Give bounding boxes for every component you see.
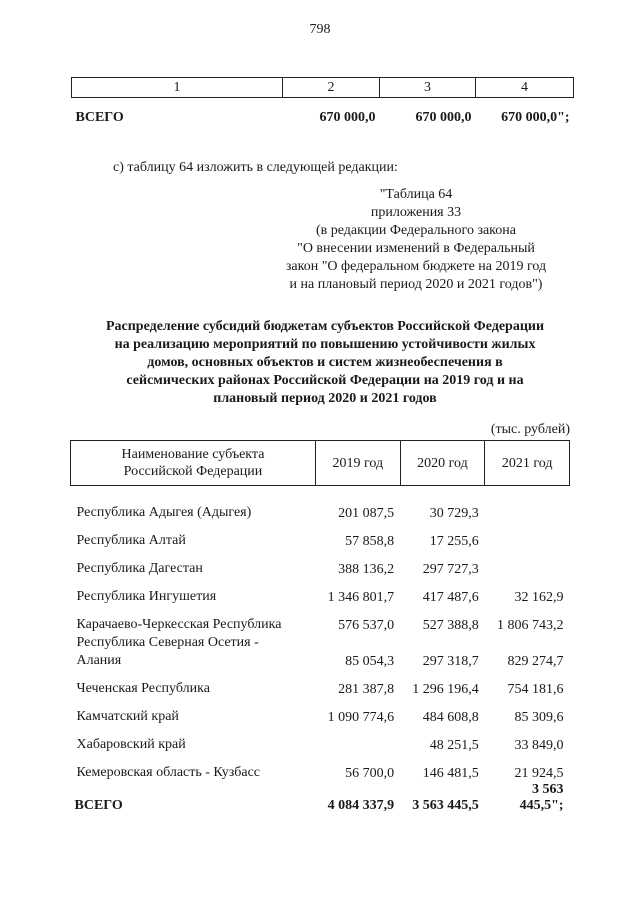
region-name: Республика Дагестан: [76, 561, 203, 576]
value-2019: 576 537,0: [338, 618, 395, 633]
value-2021: 754 181,6: [507, 682, 564, 697]
value-2019: 388 136,2: [338, 562, 395, 577]
previous-total-value: 670 000,0";: [501, 110, 570, 125]
appendix-line: "Таблица 64: [379, 187, 453, 202]
value-2021: [485, 550, 570, 578]
value-2021: 33 849,0: [514, 738, 564, 753]
value-2021: [485, 522, 570, 550]
previous-header-cell: 4: [476, 78, 574, 98]
value-2020: 146 481,5: [422, 766, 479, 781]
appendix-line: (в редакции Федерального закона: [316, 223, 516, 238]
title-line: Распределение субсидий бюджетам субъектов Российской Федерации: [105, 319, 545, 334]
table-row: [71, 522, 570, 550]
total-2020: 3 563 445,5: [412, 798, 479, 813]
table-title: [70, 318, 580, 408]
value-2020: 297 727,3: [422, 562, 479, 577]
value-2020: 484 608,8: [422, 710, 479, 725]
total-label: ВСЕГО: [74, 798, 123, 813]
value-2019: [315, 726, 400, 754]
value-2019: 1 346 801,7: [327, 590, 395, 605]
table-row: [71, 634, 570, 670]
table-total-row: [71, 782, 570, 814]
value-2020: 417 487,6: [422, 590, 479, 605]
title-line: сейсмических районах Российской Федерации на 2019 год и на: [126, 373, 524, 388]
value-2020: 48 251,5: [429, 738, 479, 753]
value-2019: 56 700,0: [345, 766, 395, 781]
region-name: Чеченская Республика: [76, 681, 210, 696]
value-2019: 57 858,8: [345, 534, 395, 549]
table-row: [71, 550, 570, 578]
previous-header-cell: 3: [380, 78, 476, 98]
previous-table-total-row: [72, 98, 574, 127]
table-row: [71, 670, 570, 698]
value-2021: 32 162,9: [514, 590, 564, 605]
value-2021: [485, 486, 570, 523]
table-row: [71, 698, 570, 726]
region-name: Хабаровский край: [76, 737, 186, 752]
appendix-line: приложения 33: [370, 205, 462, 220]
total-2019: 4 084 337,9: [327, 798, 395, 813]
appendix-line: закон "О федеральном бюджете на 2019 год: [285, 259, 547, 274]
region-name: Карачаево-Черкесская Республика: [76, 617, 282, 632]
units-label: (тыс. рублей): [490, 422, 570, 437]
page-number: 798: [309, 22, 331, 37]
intro-text: с) таблицу 64 изложить в следующей редакции:: [113, 160, 398, 175]
header-region-name: Наименование субъекта Российской Федерации: [71, 441, 316, 486]
title-line: плановый период 2020 и 2021 годов: [213, 391, 437, 406]
total-2021: 3 563 445,5";: [519, 782, 564, 813]
value-2020: 30 729,3: [429, 506, 479, 521]
previous-header-cell: 2: [283, 78, 380, 98]
value-2019: 85 054,3: [345, 654, 395, 669]
title-line: домов, основных объектов и систем жизнеобеспечения в: [147, 355, 503, 370]
region-name: Республика Ингушетия: [76, 589, 217, 604]
region-name: Камчатский край: [76, 709, 179, 724]
value-2021: 1 806 743,2: [497, 618, 564, 633]
value-2019: 1 090 774,6: [327, 710, 395, 725]
previous-table-header: [72, 78, 574, 98]
table-row: [71, 754, 570, 782]
header-year-2019: 2019 год: [315, 441, 400, 486]
previous-table: [71, 77, 574, 126]
region-name: Республика Адыгея (Адыгея): [76, 505, 252, 520]
title-line: на реализацию мероприятий по повышению устойчивости жилых: [114, 337, 536, 352]
appendix-line: "О внесении изменений в Федеральный: [297, 241, 535, 256]
table-row: [71, 606, 570, 634]
previous-total-label: ВСЕГО: [75, 110, 124, 125]
value-2020: 17 255,6: [429, 534, 479, 549]
table-row: [71, 726, 570, 754]
value-2019: 281 387,8: [338, 682, 395, 697]
region-name: Кемеровская область - Кузбасс: [76, 765, 261, 780]
value-2021: 85 309,6: [514, 710, 564, 725]
appendix-line: и на плановый период 2020 и 2021 годов"): [289, 277, 543, 292]
value-2019: 201 087,5: [338, 506, 395, 521]
header-year-2021: 2021 год: [485, 441, 570, 486]
table-row: [71, 578, 570, 606]
subsidies-table: [70, 440, 570, 814]
region-name: Республика Алтай: [76, 533, 186, 548]
previous-total-value: 670 000,0: [415, 110, 472, 125]
table-header-row: [71, 441, 570, 486]
value-2021: 829 274,7: [507, 654, 564, 669]
previous-header-cell: 1: [72, 78, 283, 98]
value-2020: 1 296 196,4: [412, 682, 479, 697]
table-row: [71, 486, 570, 523]
value-2020: 297 318,7: [422, 654, 479, 669]
value-2020: 527 388,8: [422, 618, 479, 633]
region-name: Республика Северная Осетия - Алания: [76, 635, 259, 668]
previous-total-value: 670 000,0: [319, 110, 376, 125]
value-2021: 21 924,5: [514, 766, 564, 781]
header-year-2020: 2020 год: [400, 441, 485, 486]
appendix-note: [250, 186, 582, 294]
